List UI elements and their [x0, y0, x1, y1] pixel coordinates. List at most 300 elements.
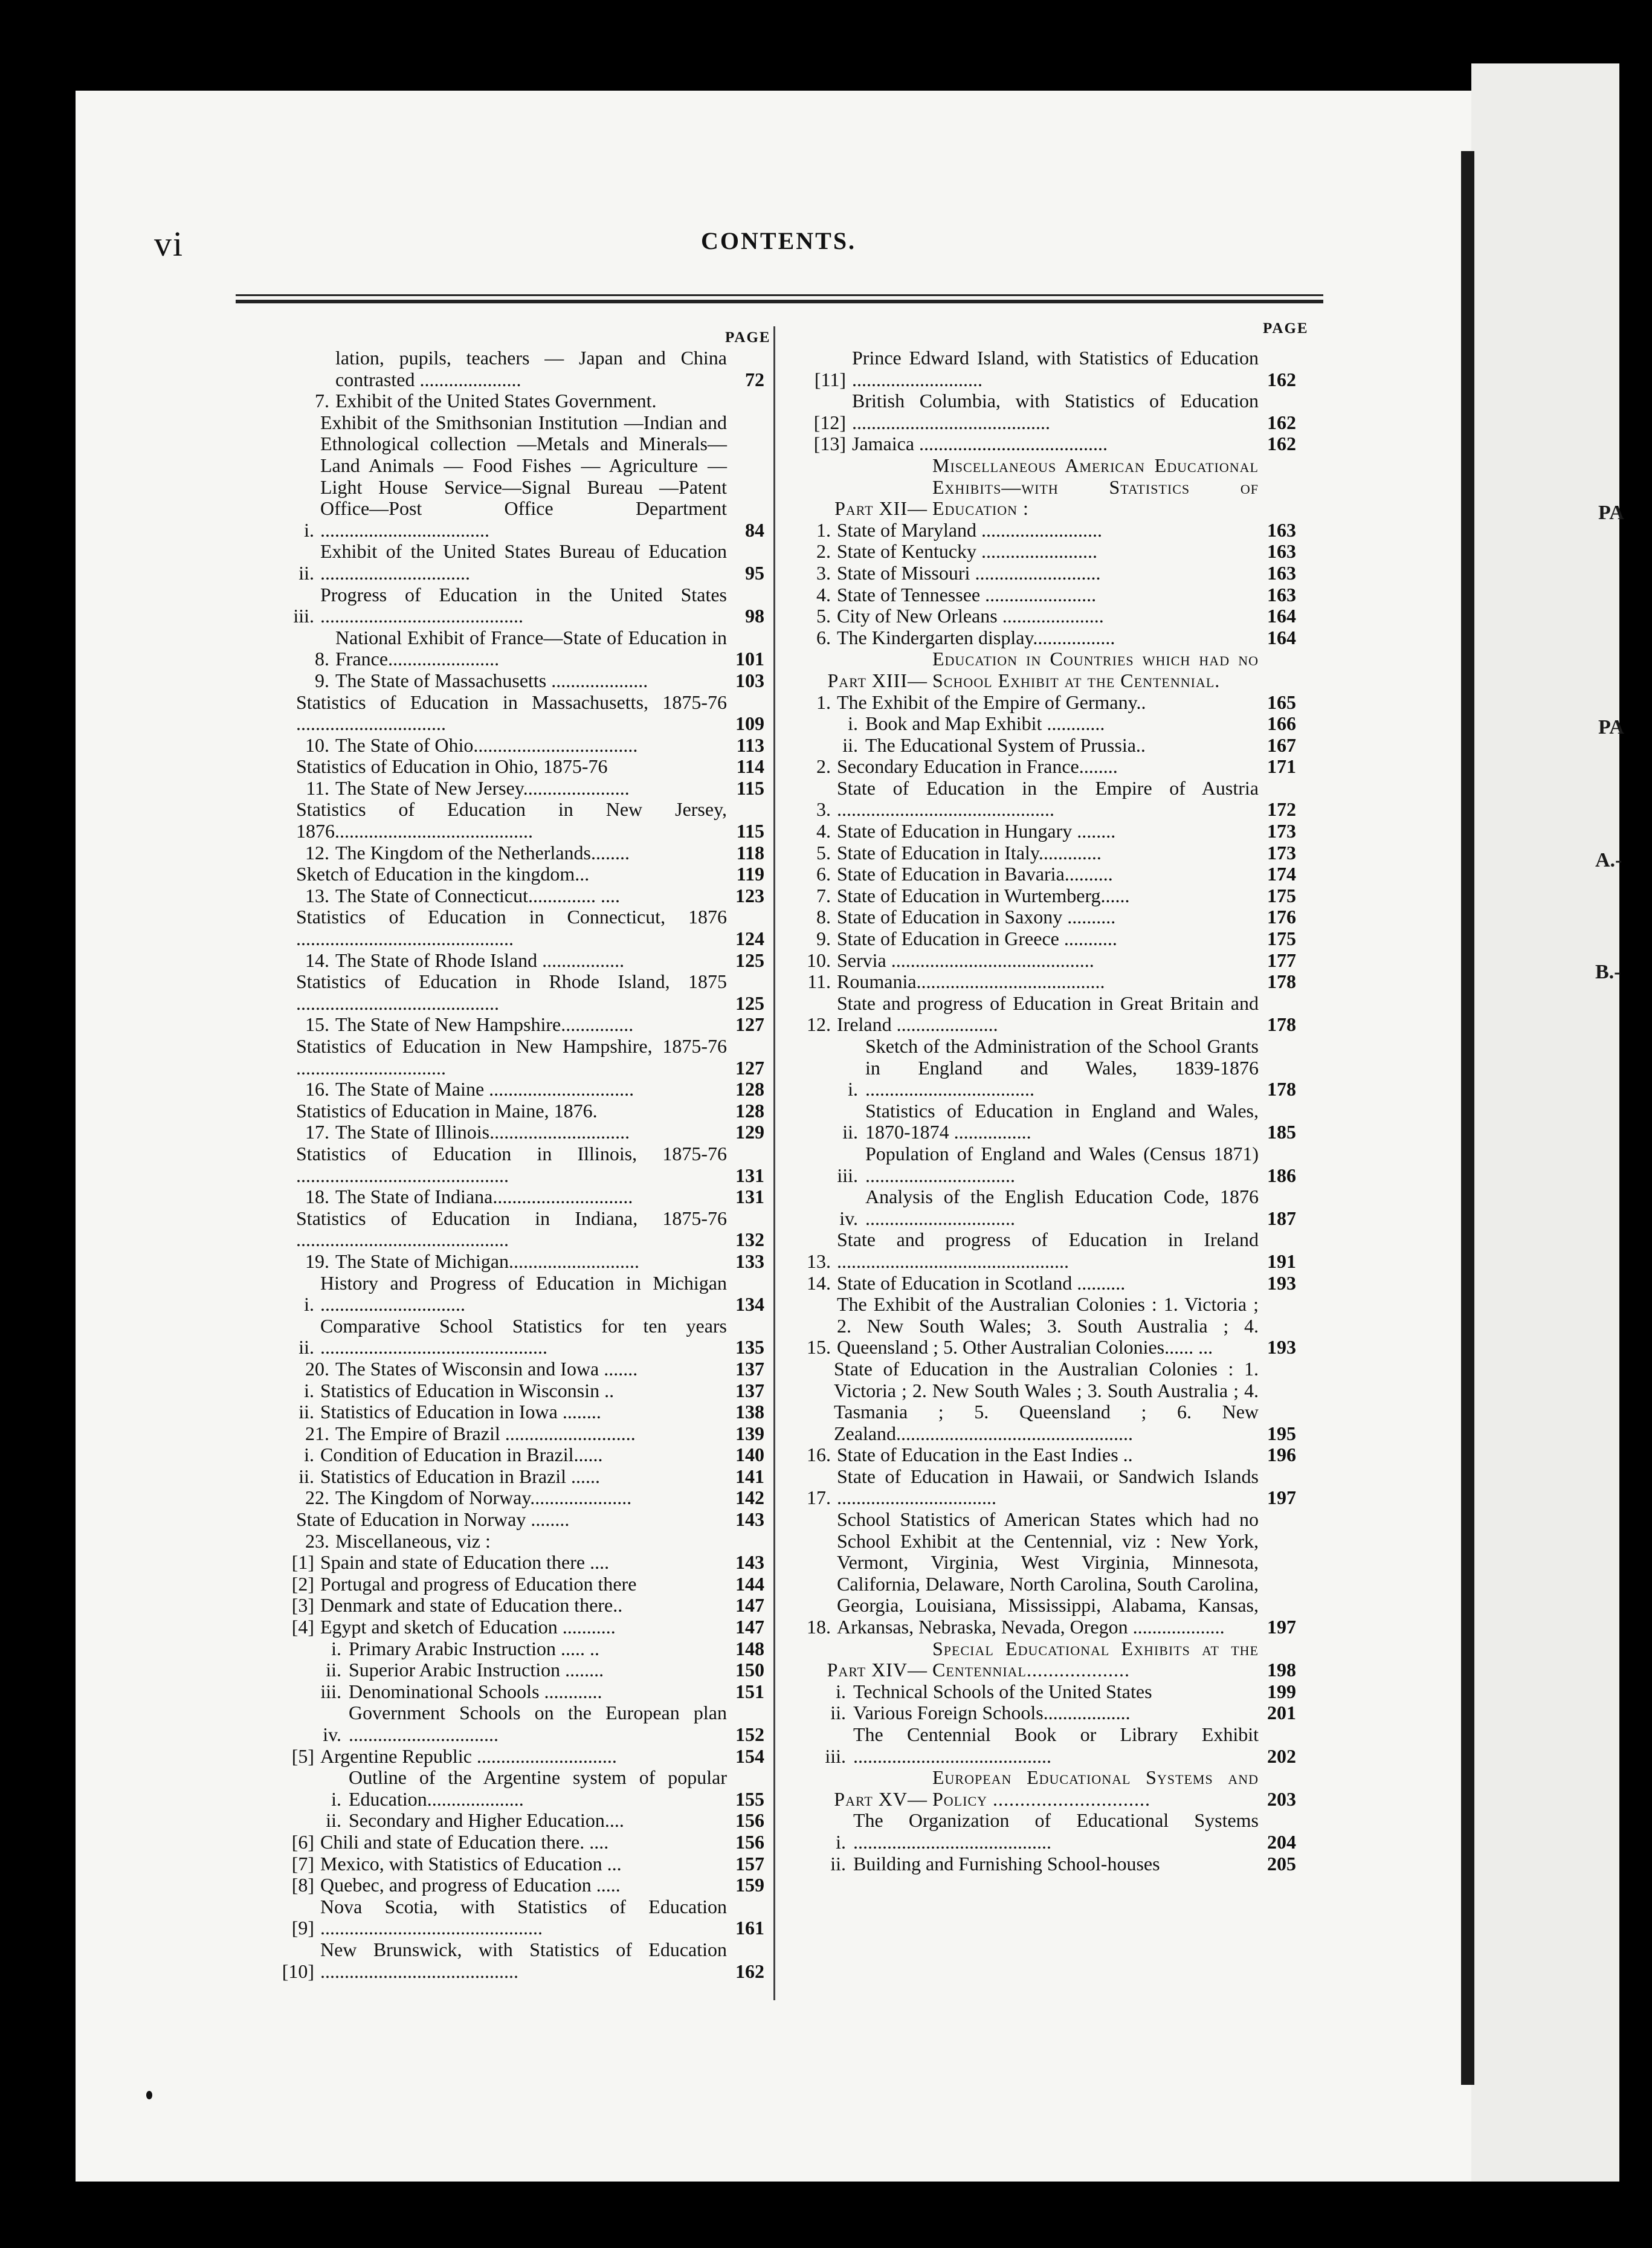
contents-entry: [782, 1767, 1296, 1810]
entry-number: [1]: [291, 1551, 314, 1574]
entry-title: Secondary and Higher Education....: [349, 1809, 624, 1832]
entry-page-number: 124: [735, 928, 764, 950]
contents-entry: [266, 1487, 764, 1509]
entry-number: 17.: [807, 1487, 831, 1509]
entry-page-number: 174: [1267, 863, 1296, 885]
entry-page-number: 203: [1267, 1788, 1296, 1810]
entry-number: i.: [304, 518, 314, 541]
entry-title: City of New Orleans .....................: [837, 605, 1104, 627]
entry-title: State of Education in the Australian Colonies : 1. Victoria ; 2. New South Wales ; 3. South Australia ; 4. Tasmania ; 5. Queensland ; 6. New Zealand.................................................: [834, 1357, 1259, 1444]
entry-number: 15.: [807, 1336, 831, 1358]
facing-page-fragment: B.-: [1595, 961, 1621, 983]
entry-title: The Kingdom of the Netherlands........: [335, 841, 630, 864]
contents-entry: [266, 1423, 764, 1445]
entry-title: Population of England and Wales (Census 1871) ...............................: [865, 1142, 1259, 1186]
entry-number: i.: [848, 712, 858, 735]
contents-entry: [782, 778, 1296, 821]
entry-page-number: 103: [735, 669, 764, 691]
contents-entry: [266, 1746, 764, 1768]
entry-page-number: 101: [735, 648, 764, 670]
entry-title: State of Education in Wurtemberg......: [837, 884, 1130, 906]
contents-entry: [266, 1552, 764, 1574]
entry-page-number: 134: [735, 1293, 764, 1316]
entry-title: State of Education in Greece ...........: [837, 928, 1117, 950]
entry-page-number: 156: [735, 1809, 764, 1832]
contents-entry: [782, 455, 1296, 520]
entry-title: lation, pupils, teachers — Japan and China contrasted .....................: [335, 347, 727, 390]
entry-number: [3]: [291, 1594, 314, 1617]
entry-title: Various Foreign Schools..................: [853, 1702, 1131, 1724]
entry-page-number: 131: [735, 1164, 764, 1186]
entry-page-number: 177: [1267, 949, 1296, 971]
contents-entry: [266, 799, 764, 842]
contents-entry: [266, 1036, 764, 1079]
entry-page-number: 141: [735, 1465, 764, 1487]
entry-number: 1.: [816, 518, 831, 541]
contents-entry: [782, 692, 1296, 714]
contents-entry: [266, 1079, 764, 1100]
entry-title: Technical Schools of the United States: [853, 1680, 1152, 1702]
contents-entry: [266, 1208, 764, 1251]
contents-entry: [782, 1444, 1296, 1466]
entry-page-number: 128: [735, 1099, 764, 1122]
entry-number: [8]: [291, 1874, 314, 1896]
entry-title: State and progress of Education in Great Britain and Ireland .....................: [837, 992, 1259, 1036]
entry-number: Part XIII—: [827, 669, 928, 691]
contents-entry: [782, 1358, 1296, 1444]
entry-number: i.: [331, 1637, 341, 1659]
entry-title: State of Maryland .........................: [837, 518, 1103, 541]
entry-title: State of Tennessee .......................: [837, 583, 1097, 606]
entry-title: State of Education in the Empire of Austria .............................................: [837, 777, 1259, 821]
entry-number: ii.: [842, 734, 858, 756]
entry-page-number: 164: [1267, 605, 1296, 627]
entry-number: 10.: [305, 734, 329, 756]
contents-entry: [782, 1702, 1296, 1724]
facing-page-fragment: A.-: [1595, 849, 1622, 871]
contents-entry: [782, 1810, 1296, 1853]
contents-entry: [266, 1767, 764, 1810]
entry-number: ii.: [830, 1702, 846, 1724]
contents-entry: [782, 1143, 1296, 1186]
contents-entry: [266, 756, 764, 778]
entry-number: 12.: [305, 841, 329, 864]
contents-entry: [266, 1316, 764, 1358]
contents-entry: [782, 971, 1296, 993]
contents-entry: [782, 928, 1296, 950]
entry-number: Part XIV—: [827, 1659, 928, 1681]
page-column-heading-left: PAGE: [725, 329, 771, 346]
contents-entry: [266, 1401, 764, 1423]
entry-title: Sketch of Education in the kingdom...: [296, 863, 590, 885]
entry-title: State of Education in Italy.............: [837, 841, 1102, 864]
contents-entry: [782, 842, 1296, 864]
entry-title: Statistics of Education in Brazil ......: [320, 1465, 601, 1487]
contents-entry: [266, 1875, 764, 1896]
contents-entry: [266, 1853, 764, 1875]
entry-page-number: 166: [1267, 712, 1296, 735]
entry-title: Sketch of the Administration of the School Grants in England and Wales, 1839-1876 ...................................: [865, 1035, 1259, 1100]
entry-number: 18.: [807, 1616, 831, 1638]
contents-entry: [782, 950, 1296, 972]
entry-title: Progress of Education in the United States ..........................................: [320, 583, 727, 627]
entry-title: Quebec, and progress of Education .....: [320, 1874, 621, 1896]
entry-number: i.: [304, 1293, 314, 1316]
contents-entry: [782, 756, 1296, 778]
entry-title: The Organization of Educational Systems .........................................: [853, 1809, 1259, 1853]
entry-number: 14.: [305, 949, 329, 971]
entry-title: The Exhibit of the Australian Colonies : 1. Victoria ; 2. New South Wales; 3. South Australia ; 4. Queensland ; 5. Other Australian Colonies...... ...: [837, 1293, 1259, 1358]
contents-entry: [782, 1229, 1296, 1272]
entry-number: i.: [331, 1788, 341, 1810]
entry-number: 21.: [305, 1422, 329, 1444]
entry-title: The Exhibit of the Empire of Germany..: [837, 691, 1146, 713]
entry-title: The Kindergarten display.................: [837, 626, 1115, 648]
entry-title: Book and Map Exhibit ............: [865, 712, 1105, 735]
entry-page-number: 151: [735, 1680, 764, 1702]
entry-number: 23.: [305, 1529, 329, 1552]
entry-number: 19.: [305, 1250, 329, 1272]
entry-title: The Educational System of Prussia..: [865, 734, 1146, 756]
entry-page-number: 144: [735, 1572, 764, 1595]
entry-title: Statistics of Education in Maine, 1876.: [296, 1099, 598, 1122]
entry-page-number: 127: [735, 1056, 764, 1079]
entry-number: ii.: [298, 561, 314, 584]
contents-entry: [266, 1681, 764, 1703]
entry-number: 7.: [315, 390, 329, 412]
entry-title: Servia ..........................................: [837, 949, 1094, 971]
entry-title: The State of New Hampshire...............: [335, 1013, 634, 1036]
entry-title: Exhibit of the Smithsonian Institution —Indian and Ethnological collection —Metals and Minerals—Land Animals — Food Fishes — Agriculture — Light House Service—Signal Bureau —Patent Office—Post Office Department ...................................: [320, 411, 727, 541]
entry-number: 16.: [305, 1078, 329, 1100]
entry-title: History and Progress of Education in Michigan ..............................: [320, 1271, 727, 1316]
contents-entry: [782, 735, 1296, 757]
entry-title: Statistics of Education in Wisconsin ..: [320, 1379, 615, 1401]
entry-title: Education in Countries which had no School Exhibit at the Centennial.: [932, 648, 1259, 691]
entry-page-number: 157: [735, 1852, 764, 1875]
entry-page-number: 147: [735, 1616, 764, 1638]
contents-entry: [266, 1638, 764, 1660]
entry-number: 1.: [816, 691, 831, 713]
contents-entry: [266, 1810, 764, 1832]
entry-title: New Brunswick, with Statistics of Education .........................................: [320, 1938, 727, 1982]
contents-entry: [266, 1186, 764, 1208]
entry-page-number: 127: [735, 1013, 764, 1036]
entry-number: 3.: [816, 798, 831, 821]
contents-entry: [782, 1294, 1296, 1358]
entry-page-number: 178: [1267, 1078, 1296, 1100]
entry-number: 4.: [816, 583, 831, 606]
entry-number: [9]: [291, 1917, 314, 1939]
entry-title: Statistics of Education in New Jersey, 1876.........................................: [296, 798, 727, 842]
entry-page-number: 173: [1267, 820, 1296, 842]
entry-title: Roumania.......................................: [837, 971, 1105, 993]
entry-number: 17.: [305, 1121, 329, 1143]
entry-title: Statistics of Education in Iowa ........: [320, 1401, 601, 1423]
entry-page-number: 185: [1267, 1121, 1296, 1143]
entry-page-number: 176: [1267, 906, 1296, 928]
entry-page-number: 125: [735, 992, 764, 1014]
entry-title: Superior Arabic Instruction ........: [349, 1659, 604, 1681]
entry-number: [2]: [291, 1572, 314, 1595]
entry-title: Comparative School Statistics for ten years ...............................................: [320, 1314, 727, 1358]
contents-entry: [782, 520, 1296, 541]
entry-title: Secondary Education in France........: [837, 755, 1118, 778]
entry-title: Statistics of Education in Rhode Island, 1875 ..........................................: [296, 971, 727, 1014]
contents-entry: [266, 1143, 764, 1186]
entry-page-number: 191: [1267, 1250, 1296, 1272]
contents-entry: [266, 971, 764, 1014]
entry-page-number: 148: [735, 1637, 764, 1659]
contents-entry: [782, 993, 1296, 1036]
ink-spot: [146, 2091, 152, 2099]
entry-number: i.: [836, 1680, 846, 1702]
contents-entry: [782, 1186, 1296, 1229]
contents-entry: [266, 950, 764, 972]
entry-title: Statistics of Education in Illinois, 1875-76 ............................................: [296, 1142, 727, 1186]
contents-entry: [782, 906, 1296, 928]
entry-title: State of Education in Hungary ........: [837, 820, 1116, 842]
entry-page-number: 197: [1267, 1487, 1296, 1509]
entry-title: Statistics of Education in Connecticut, 1876 .............................................: [296, 906, 727, 950]
entry-page-number: 204: [1267, 1830, 1296, 1853]
entry-title: The State of Maine ..............................: [335, 1078, 634, 1100]
contents-entry: [266, 1251, 764, 1273]
entry-page-number: 197: [1267, 1616, 1296, 1638]
entry-number: 20.: [305, 1357, 329, 1380]
entry-title: Egypt and sketch of Education ...........: [320, 1616, 616, 1638]
page-number: vi: [154, 224, 184, 263]
contents-entry: [782, 1466, 1296, 1509]
entry-title: Analysis of the English Education Code, 1876 ...............................: [865, 1186, 1259, 1229]
contents-entry: [266, 390, 764, 412]
entry-number: 13.: [305, 884, 329, 906]
entry-page-number: 118: [736, 841, 764, 864]
contents-entry: [266, 1273, 764, 1316]
contents-entry: [782, 1853, 1296, 1875]
contents-entry: [782, 648, 1296, 691]
contents-entry: [266, 906, 764, 949]
entry-title: Prince Edward Island, with Statistics of Education ...........................: [852, 347, 1259, 390]
entry-page-number: 196: [1267, 1444, 1296, 1466]
entry-title: The Centennial Book or Library Exhibit .........................................: [853, 1723, 1259, 1767]
entry-page-number: 142: [735, 1487, 764, 1509]
entry-page-number: 139: [735, 1422, 764, 1444]
entry-number: iii.: [320, 1680, 341, 1702]
entry-number: 8.: [816, 906, 831, 928]
entry-number: iii.: [837, 1164, 858, 1186]
contents-entry: [782, 606, 1296, 627]
contents-entry: [782, 627, 1296, 649]
contents-entry: [782, 713, 1296, 735]
entry-title: School Statistics of American States which had no School Exhibit at the Centennial, viz : New York, Vermont, Virginia, West Virginia, Minnesota, California, Delaware, North Carolina, South Carolina, Georgia, Louisiana, Mississippi, Alabama, Kansas, Arkansas, Nebraska, Nevada, Oregon ...................: [837, 1508, 1259, 1638]
entry-number: ii.: [326, 1809, 341, 1832]
entry-title: Nova Scotia, with Statistics of Education ..............................................: [320, 1895, 727, 1939]
contents-entry: [266, 412, 764, 541]
entry-number: [11]: [814, 368, 846, 390]
contents-entry: [266, 1574, 764, 1595]
contents-entry: [266, 1702, 764, 1745]
entry-title: Condition of Education in Brazil......: [320, 1444, 603, 1466]
entry-title: Statistics of Education in England and Wales, 1870-1874 ................: [865, 1099, 1259, 1143]
entry-title: Statistics of Education in Indiana, 1875-76 ............................................: [296, 1207, 727, 1251]
entry-number: 4.: [816, 820, 831, 842]
entry-page-number: 198: [1267, 1659, 1296, 1681]
entry-page-number: 123: [735, 884, 764, 906]
entry-page-number: 140: [735, 1444, 764, 1466]
entry-number: 2.: [816, 540, 831, 563]
contents-column-right: [782, 347, 1296, 1875]
contents-entry: [782, 885, 1296, 907]
contents-entry: [266, 1509, 764, 1531]
entry-number: [6]: [291, 1830, 314, 1853]
entry-number: 3.: [816, 561, 831, 584]
entry-page-number: 143: [735, 1508, 764, 1531]
contents-entry: [266, 1358, 764, 1380]
entry-page-number: 95: [745, 561, 764, 584]
contents-column-left: [266, 347, 764, 1982]
entry-title: The State of Illinois.............................: [335, 1121, 630, 1143]
entry-number: 5.: [816, 841, 831, 864]
contents-entry: [266, 842, 764, 864]
contents-entry: [266, 541, 764, 584]
entry-number: Part XII—: [834, 497, 928, 520]
entry-page-number: 163: [1267, 518, 1296, 541]
entry-title: State of Missouri ..........................: [837, 561, 1101, 584]
entry-title: The State of Rhode Island .................: [335, 949, 625, 971]
entry-title: The State of Massachusetts ....................: [335, 669, 648, 691]
entry-title: Exhibit of the United States Government.: [335, 390, 657, 412]
book-spine-shadow: [1461, 151, 1474, 2085]
contents-entry: [782, 1681, 1296, 1703]
contents-entry: [266, 864, 764, 885]
entry-title: Statistics of Education in Massachusetts, 1875-76 ...............................: [296, 691, 727, 735]
entry-title: State of Education in the East Indies ..: [837, 1444, 1133, 1466]
entry-page-number: 135: [735, 1336, 764, 1358]
entry-title: Government Schools on the European plan ...............................: [349, 1702, 727, 1745]
contents-entry: [782, 864, 1296, 885]
contents-entry: [266, 1122, 764, 1143]
entry-page-number: 114: [736, 755, 764, 778]
entry-number: ii.: [830, 1852, 846, 1875]
entry-page-number: 195: [1267, 1422, 1296, 1444]
entry-page-number: 150: [735, 1659, 764, 1681]
entry-title: Miscellaneous, viz :: [335, 1529, 491, 1552]
entry-title: Portugal and progress of Education there: [320, 1572, 637, 1595]
contents-entry: [782, 1724, 1296, 1767]
entry-title: Denmark and state of Education there..: [320, 1594, 623, 1617]
contents-entry: [782, 1638, 1296, 1681]
contents-entry: [782, 347, 1296, 390]
contents-entry: [266, 735, 764, 757]
entry-number: i.: [836, 1830, 846, 1853]
entry-title: Chili and state of Education there. ....: [320, 1830, 609, 1853]
entry-title: State of Education in Norway ........: [296, 1508, 570, 1531]
entry-page-number: 152: [735, 1723, 764, 1745]
entry-page-number: 128: [735, 1078, 764, 1100]
facing-page-fragment: PA: [1598, 502, 1624, 524]
contents-entry: [266, 1444, 764, 1466]
entry-page-number: 172: [1267, 798, 1296, 821]
contents-entry: [266, 1939, 764, 1982]
entry-number: 9.: [816, 928, 831, 950]
entry-title: Primary Arabic Instruction ..... ..: [349, 1637, 600, 1659]
entry-title: The Kingdom of Norway.....................: [335, 1487, 632, 1509]
entry-title: State of Education in Saxony ..........: [837, 906, 1116, 928]
entry-title: Outline of the Argentine system of popular Education....................: [349, 1766, 727, 1810]
contents-entry: [266, 1531, 764, 1552]
contents-entry: [266, 1832, 764, 1853]
contents-entry: [782, 563, 1296, 584]
entry-title: Special Educational Exhibits at the Centennial...................: [932, 1637, 1259, 1681]
column-divider: [773, 326, 775, 2000]
contents-entry: [782, 1509, 1296, 1638]
entry-title: State of Education in Bavaria..........: [837, 863, 1113, 885]
running-head: CONTENTS.: [701, 227, 857, 254]
contents-entry: [266, 1380, 764, 1402]
header-rule: [236, 300, 1323, 303]
entry-page-number: 178: [1267, 971, 1296, 993]
entry-page-number: 161: [735, 1917, 764, 1939]
entry-page-number: 205: [1267, 1852, 1296, 1875]
contents-entry: [782, 1100, 1296, 1143]
entry-title: Denominational Schools ............: [349, 1680, 602, 1702]
facing-page-edge: [1471, 63, 1619, 2182]
entry-page-number: 178: [1267, 1013, 1296, 1036]
entry-page-number: 162: [1267, 368, 1296, 390]
entry-title: The State of Indiana.............................: [335, 1186, 633, 1208]
entry-title: Mexico, with Statistics of Education ...: [320, 1852, 622, 1875]
entry-number: ii.: [326, 1659, 341, 1681]
contents-entry: [266, 778, 764, 799]
entry-title: Statistics of Education in New Hampshire, 1875-76 ...............................: [296, 1035, 727, 1079]
entry-page-number: 119: [736, 863, 764, 885]
contents-entry: [782, 821, 1296, 842]
entry-page-number: 113: [736, 734, 764, 756]
entry-number: 2.: [816, 755, 831, 778]
entry-page-number: 164: [1267, 626, 1296, 648]
contents-entry: [266, 1595, 764, 1617]
contents-entry: [782, 390, 1296, 433]
entry-number: 14.: [807, 1271, 831, 1294]
entry-page-number: 156: [735, 1830, 764, 1853]
entry-number: 7.: [816, 884, 831, 906]
entry-page-number: 175: [1267, 884, 1296, 906]
entry-page-number: 167: [1267, 734, 1296, 756]
entry-number: 13.: [807, 1250, 831, 1272]
entry-page-number: 138: [735, 1401, 764, 1423]
entry-number: 8.: [315, 648, 329, 670]
entry-page-number: 155: [735, 1788, 764, 1810]
entry-page-number: 129: [735, 1121, 764, 1143]
contents-entry: [266, 670, 764, 692]
entry-page-number: 186: [1267, 1164, 1296, 1186]
entry-title: The State of Michigan...........................: [335, 1250, 640, 1272]
entry-page-number: 109: [735, 712, 764, 735]
entry-page-number: 154: [735, 1745, 764, 1767]
entry-page-number: 173: [1267, 841, 1296, 864]
header-rule: [236, 294, 1323, 296]
entry-number: i.: [304, 1444, 314, 1466]
entry-title: British Columbia, with Statistics of Education .........................................: [852, 390, 1259, 433]
entry-page-number: 162: [735, 1960, 764, 1982]
entry-page-number: 98: [745, 605, 764, 627]
entry-title: Miscellaneous American Educational Exhibits—with Statistics of Education :: [932, 454, 1259, 520]
entry-number: [7]: [291, 1852, 314, 1875]
entry-page-number: 137: [735, 1379, 764, 1401]
entry-number: 11.: [807, 971, 831, 993]
contents-entry: [782, 541, 1296, 563]
